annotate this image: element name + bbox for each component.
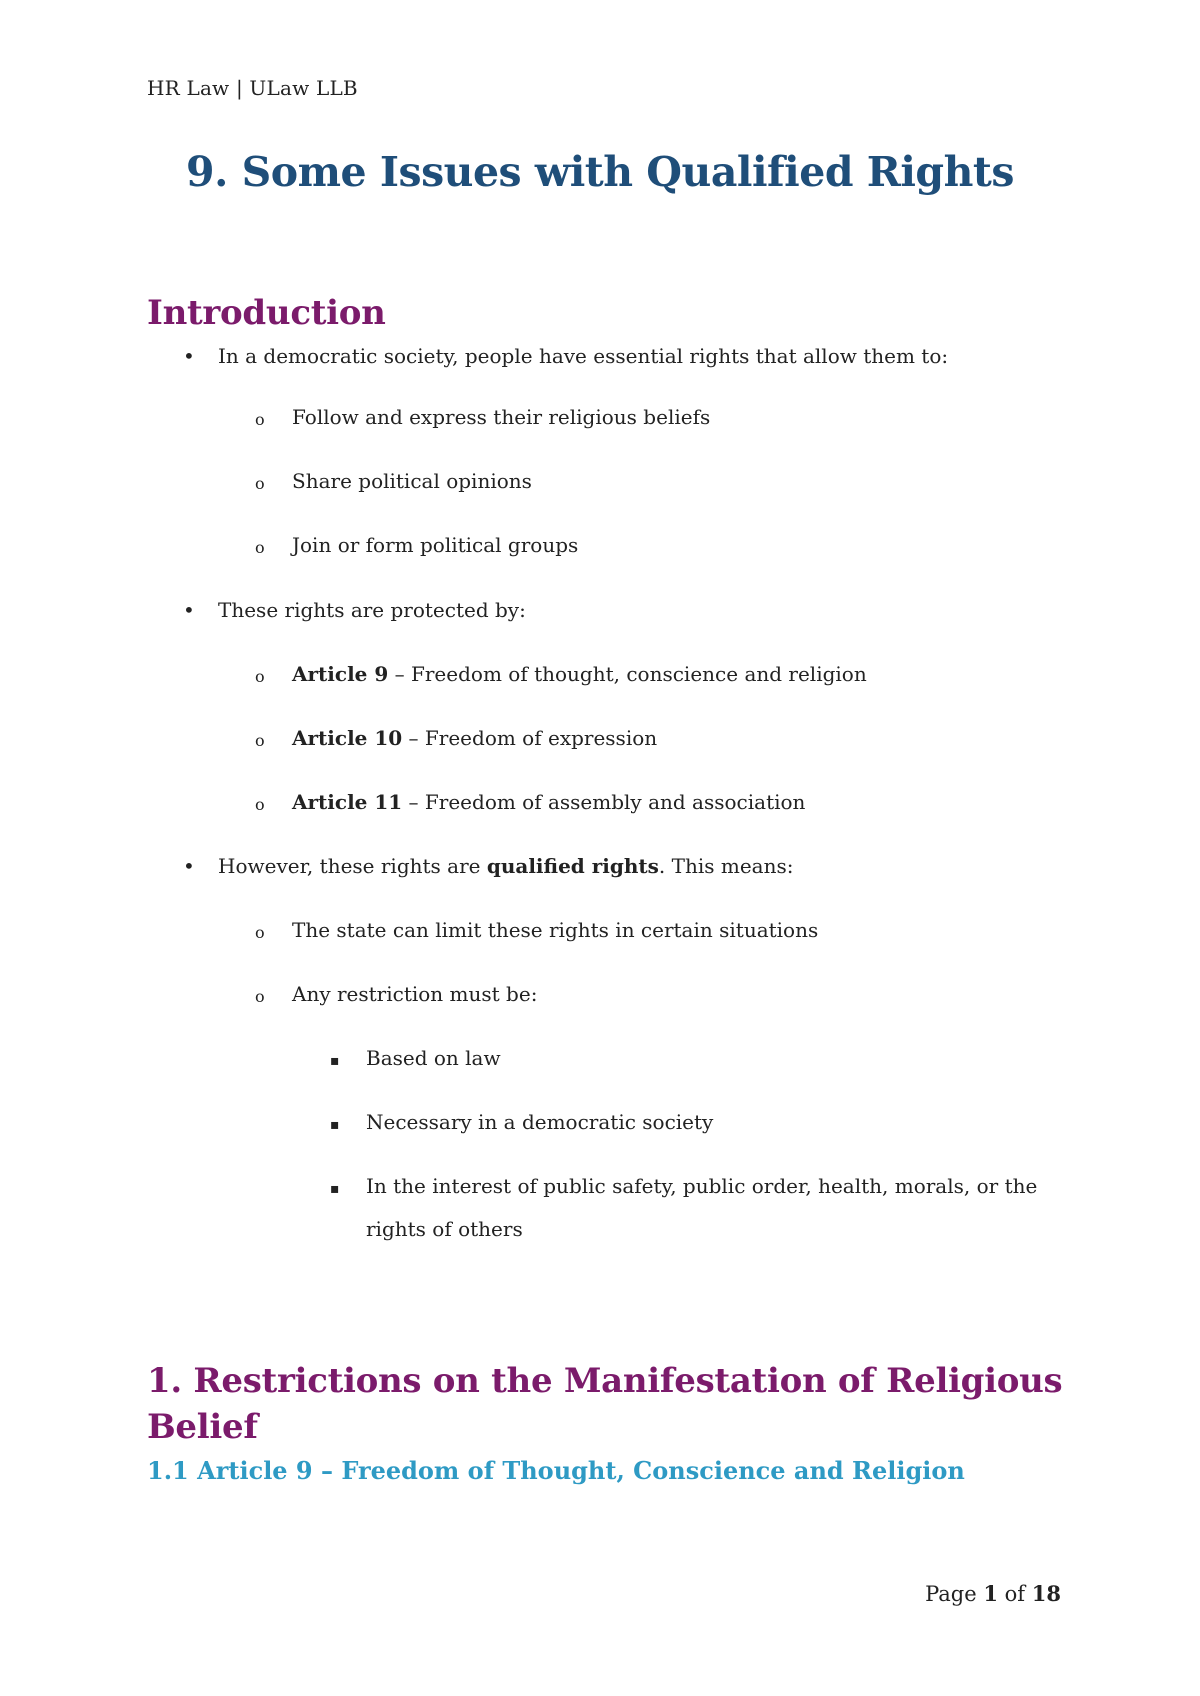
intro-point-2: These rights are protected by: bbox=[218, 598, 526, 622]
text-segment: However, these rights are bbox=[218, 854, 487, 878]
intro-subpoint: Join or form political groups bbox=[292, 533, 579, 557]
intro-subpoint: The state can limit these rights in certain situations bbox=[292, 918, 819, 942]
bullet-dot: • bbox=[183, 598, 195, 622]
bullet-circle: o bbox=[255, 923, 265, 942]
section-1-1-heading: 1.1 Article 9 – Freedom of Thought, Conscience and Religion bbox=[147, 1456, 965, 1485]
article-description: – Freedom of expression bbox=[402, 726, 658, 750]
article-item bbox=[292, 724, 657, 752]
bullet-square: ▪ bbox=[330, 1181, 340, 1197]
bullet-circle: o bbox=[255, 795, 265, 814]
article-item bbox=[292, 788, 805, 816]
qualified-rights-term: qualified rights bbox=[486, 854, 659, 878]
bullet-circle: o bbox=[255, 474, 265, 493]
running-header: HR Law | ULaw LLB bbox=[147, 76, 358, 100]
intro-subpoint: Follow and express their religious beliefs bbox=[292, 405, 711, 429]
of-label: of bbox=[1004, 1582, 1026, 1606]
page-number: 1 bbox=[983, 1581, 998, 1606]
section-1-heading bbox=[147, 1358, 1067, 1450]
introduction-heading: Introduction bbox=[147, 293, 386, 333]
bullet-circle: o bbox=[255, 538, 265, 557]
article-label: Article 9 bbox=[292, 662, 389, 686]
bullet-circle: o bbox=[255, 731, 265, 750]
document-title: 9. Some Issues with Qualified Rights bbox=[186, 148, 1014, 196]
article-description: – Freedom of thought, conscience and religion bbox=[388, 662, 867, 686]
article-label: Article 10 bbox=[292, 726, 403, 750]
article-label: Article 11 bbox=[292, 790, 403, 814]
text-segment: . This means: bbox=[658, 854, 794, 878]
intro-point-3 bbox=[218, 852, 793, 880]
condition-item: Necessary in a democratic society bbox=[366, 1110, 714, 1134]
intro-subpoint: Any restriction must be: bbox=[292, 982, 538, 1006]
bullet-dot: • bbox=[183, 344, 195, 368]
intro-subpoint: Share political opinions bbox=[292, 469, 532, 493]
condition-item: Based on law bbox=[366, 1046, 501, 1070]
total-pages: 18 bbox=[1031, 1581, 1061, 1606]
bullet-circle: o bbox=[255, 987, 265, 1006]
bullet-dot: • bbox=[183, 854, 195, 878]
page-footer bbox=[925, 1581, 1061, 1606]
bullet-circle: o bbox=[255, 667, 265, 686]
bullet-square: ▪ bbox=[330, 1053, 340, 1069]
section-1-heading-line: 1. Restrictions on the Manifestation of Religious bbox=[147, 1361, 1063, 1401]
page-label: Page bbox=[925, 1582, 977, 1606]
article-item bbox=[292, 660, 867, 688]
bullet-square: ▪ bbox=[330, 1117, 340, 1133]
condition-item: In the interest of public safety, public order, health, morals, or the bbox=[366, 1174, 1038, 1198]
condition-item-continued: rights of others bbox=[366, 1217, 523, 1241]
section-1-heading-line: Belief bbox=[147, 1407, 258, 1447]
article-description: – Freedom of assembly and association bbox=[402, 790, 806, 814]
intro-point-1: In a democratic society, people have essential rights that allow them to: bbox=[218, 344, 949, 368]
bullet-circle: o bbox=[255, 410, 265, 429]
